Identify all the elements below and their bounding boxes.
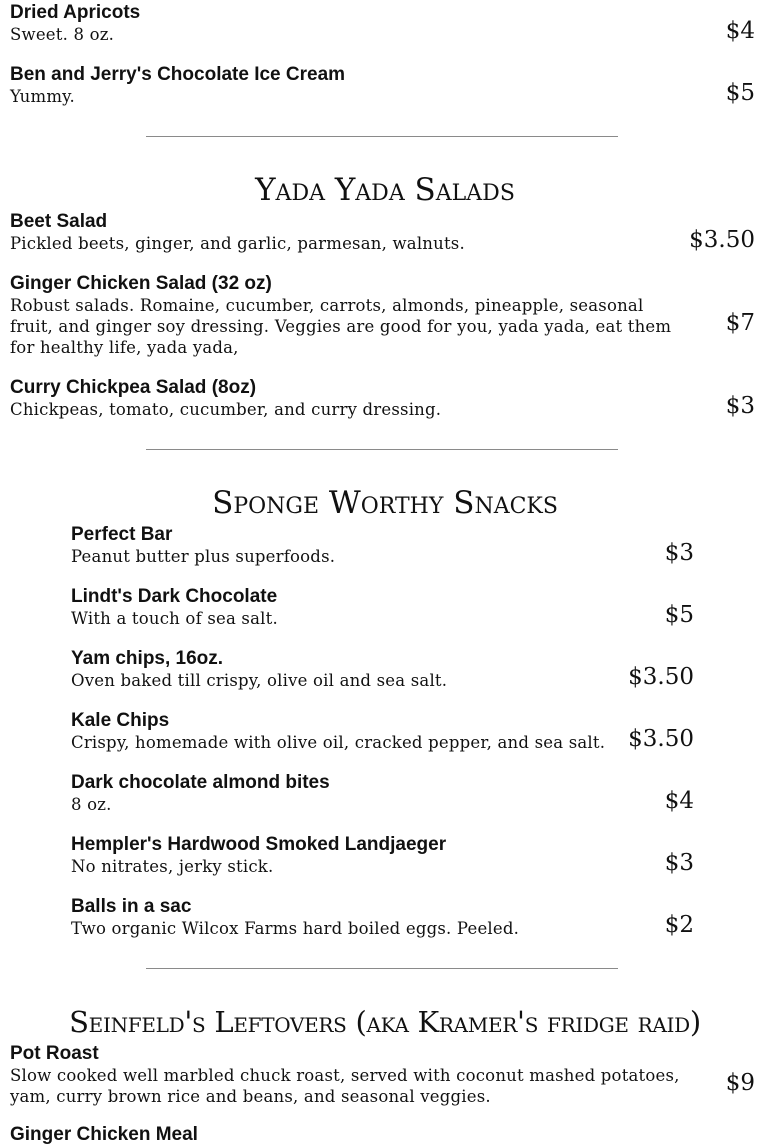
item-description: Pickled beets, ginger, and garlic, parmesan, walnuts. — [10, 234, 465, 253]
item-price: $2 — [664, 912, 694, 938]
item-description: No nitrates, jerky stick. — [71, 857, 274, 876]
menu-item — [71, 586, 631, 629]
menu-item — [71, 772, 631, 815]
item-name: Kale Chips — [71, 710, 170, 731]
item-description: Crispy, homemade with olive oil, cracked pepper, and sea salt. — [71, 733, 606, 752]
item-name: Dried Apricots — [10, 2, 141, 23]
item-price: $4 — [725, 18, 755, 44]
section-title-leftovers: Seinfeld's Leftovers (aka Kramer's fridge raid) — [69, 1005, 701, 1039]
item-name: Ben and Jerry's Chocolate Ice Cream — [10, 64, 346, 85]
item-name: Balls in a sac — [71, 896, 192, 917]
menu-item — [71, 524, 631, 567]
menu-item — [71, 648, 631, 691]
menu-item — [10, 2, 690, 45]
item-price: $3.50 — [628, 726, 694, 752]
item-price: $3 — [664, 540, 694, 566]
item-price: $7 — [725, 310, 755, 336]
menu-item — [10, 64, 690, 107]
item-price: $3.50 — [628, 664, 694, 690]
section-title-snacks: Sponge Worthy Snacks — [212, 485, 558, 521]
item-name: Pot Roast — [10, 1043, 99, 1064]
menu-item — [71, 710, 631, 753]
item-name: Yam chips, 16oz. — [71, 648, 224, 669]
item-name: Lindt's Dark Chocolate — [71, 586, 278, 607]
item-description: Oven baked till crispy, olive oil and sea salt. — [71, 671, 448, 690]
item-name: Hempler's Hardwood Smoked Landjaeger — [71, 834, 447, 855]
item-price: $9 — [725, 1070, 755, 1096]
item-description: 8 oz. — [71, 795, 112, 814]
item-price: $5 — [664, 602, 694, 628]
item-description: Two organic Wilcox Farms hard boiled eggs. Peeled. — [71, 919, 520, 938]
item-price: $5 — [725, 80, 755, 106]
menu-item — [10, 273, 680, 358]
item-name: Ginger Chicken Meal — [10, 1124, 198, 1145]
item-description: Robust salads. Romaine, cucumber, carrots, almonds, pineapple, seasonal fruit, and ginger soy dressing. Veggies are good for you, yada yada, eat them for healthy life, yada yada, — [10, 296, 672, 357]
item-name: Dark chocolate almond bites — [71, 772, 330, 793]
menu-item — [10, 1043, 700, 1107]
item-description: Yummy. — [10, 87, 75, 106]
item-name: Beet Salad — [10, 211, 108, 232]
item-price: $3.50 — [689, 227, 755, 253]
item-description: Peanut butter plus superfoods. — [71, 547, 336, 566]
menu-item — [71, 834, 631, 877]
item-price: $3 — [725, 393, 755, 419]
section-divider — [146, 968, 618, 969]
item-price: $4 — [664, 788, 694, 814]
item-description: Slow cooked well marbled chuck roast, served with coconut mashed potatoes, yam, curry brown rice and beans, and seasonal veggies. — [10, 1066, 680, 1106]
section-divider — [146, 136, 618, 137]
item-name: Curry Chickpea Salad (8oz) — [10, 377, 257, 398]
item-description: Chickpeas, tomato, cucumber, and curry dressing. — [10, 400, 442, 419]
item-name: Perfect Bar — [71, 524, 173, 545]
item-description: Sweet. 8 oz. — [10, 25, 115, 44]
menu-item — [10, 377, 680, 420]
menu-item — [10, 211, 680, 254]
section-divider — [146, 449, 618, 450]
section-title-salads: Yada Yada Salads — [255, 172, 515, 208]
menu-item — [10, 1124, 700, 1146]
item-description: With a touch of sea salt. — [71, 609, 278, 628]
item-name: Ginger Chicken Salad (32 oz) — [10, 273, 272, 294]
menu-item — [71, 896, 631, 939]
item-price: $3 — [664, 850, 694, 876]
